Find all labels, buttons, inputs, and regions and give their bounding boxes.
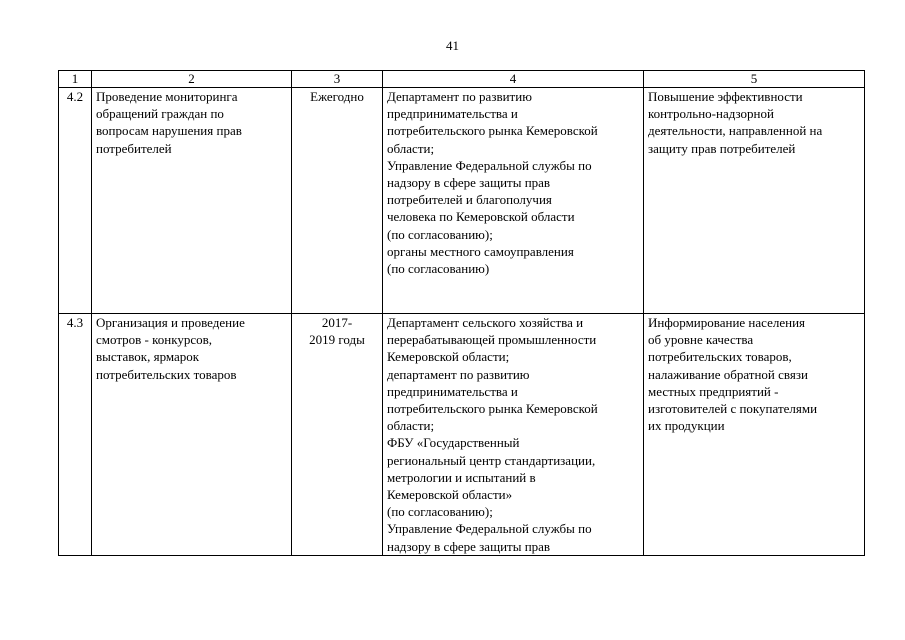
period-line: 2017- bbox=[321, 315, 353, 330]
activity-line: смотров - конкурсов, bbox=[96, 332, 213, 348]
header-cell-2: 2 bbox=[92, 71, 292, 88]
period-line: 2019 годы bbox=[309, 332, 365, 348]
executors-line: Управление Федеральной службы по bbox=[387, 157, 592, 173]
header-cell-4: 4 bbox=[383, 71, 644, 88]
executors-line: Департамент сельского хозяйства и bbox=[387, 315, 584, 330]
executors-line: надзору в сфере защиты прав bbox=[387, 175, 551, 191]
executors-line: (по согласованию); bbox=[387, 226, 493, 242]
activity-line: Организация и проведение bbox=[96, 315, 245, 330]
result-line: потребительских товаров, bbox=[648, 349, 792, 365]
result-line: деятельности, направленной на bbox=[648, 123, 823, 139]
table-row bbox=[59, 314, 865, 556]
executors-line: человека по Кемеровской области bbox=[387, 209, 575, 225]
activity-line: выставок, ярмарок bbox=[96, 349, 200, 365]
result-line: контрольно-надзорной bbox=[648, 106, 774, 122]
executors-line: Управление Федеральной службы по bbox=[387, 521, 592, 537]
executors-line: региональный центр стандартизации, bbox=[387, 452, 596, 468]
executors-line: потребительского рынка Кемеровской bbox=[387, 123, 598, 139]
executors-line: департамент по развитию bbox=[387, 366, 530, 382]
executors-line: предпринимательства и bbox=[387, 106, 518, 122]
executors-line: Департамент по развитию bbox=[387, 89, 532, 104]
activity-line: потребителей bbox=[96, 140, 172, 156]
result-line: Информирование населения bbox=[648, 315, 806, 330]
result-cell bbox=[644, 314, 865, 556]
activity-cell bbox=[92, 88, 292, 314]
table-header-row bbox=[59, 71, 865, 88]
activity-line: потребительских товаров bbox=[96, 366, 237, 382]
row-number: 4.3 bbox=[59, 314, 92, 556]
table-row bbox=[59, 88, 865, 314]
activity-line: обращений граждан по bbox=[96, 106, 224, 122]
result-line: местных предприятий - bbox=[648, 383, 779, 399]
result-line: Повышение эффективности bbox=[648, 89, 803, 104]
activity-cell bbox=[92, 314, 292, 556]
header-cell-5: 5 bbox=[644, 71, 865, 88]
header-cell-1: 1 bbox=[59, 71, 92, 88]
executors-cell bbox=[383, 88, 644, 314]
result-line: защиту прав потребителей bbox=[648, 140, 796, 156]
period-line: Ежегодно bbox=[310, 89, 364, 104]
executors-line: надзору в сфере защиты прав bbox=[387, 538, 551, 554]
activity-line: вопросам нарушения прав bbox=[96, 123, 242, 139]
result-cell bbox=[644, 88, 865, 314]
period-cell bbox=[292, 314, 383, 556]
plan-table bbox=[58, 70, 865, 556]
period-cell bbox=[292, 88, 383, 314]
result-line: изготовителей с покупателями bbox=[648, 401, 818, 417]
executors-line: области; bbox=[387, 418, 435, 434]
executors-line: ФБУ «Государственный bbox=[387, 435, 520, 451]
row-number: 4.2 bbox=[59, 88, 92, 314]
header-cell-3: 3 bbox=[292, 71, 383, 88]
result-line: их продукции bbox=[648, 418, 725, 434]
executors-line: (по согласованию) bbox=[387, 261, 490, 277]
executors-line: области; bbox=[387, 140, 435, 156]
executors-line: Кемеровской области» bbox=[387, 487, 513, 503]
executors-line: органы местного самоуправления bbox=[387, 243, 574, 259]
activity-line: Проведение мониторинга bbox=[96, 89, 238, 104]
result-line: налаживание обратной связи bbox=[648, 366, 808, 382]
executors-line: предпринимательства и bbox=[387, 383, 518, 399]
executors-line: потребительского рынка Кемеровской bbox=[387, 401, 598, 417]
result-line: об уровне качества bbox=[648, 332, 754, 348]
executors-line: перерабатывающей промышленности bbox=[387, 332, 597, 348]
executors-cell bbox=[383, 314, 644, 556]
executors-line: потребителей и благополучия bbox=[387, 192, 552, 208]
page-number: 41 bbox=[446, 38, 459, 53]
executors-line: Кемеровской области; bbox=[387, 349, 510, 365]
executors-line: метрологии и испытаний в bbox=[387, 469, 536, 485]
executors-line: (по согласованию); bbox=[387, 504, 493, 520]
